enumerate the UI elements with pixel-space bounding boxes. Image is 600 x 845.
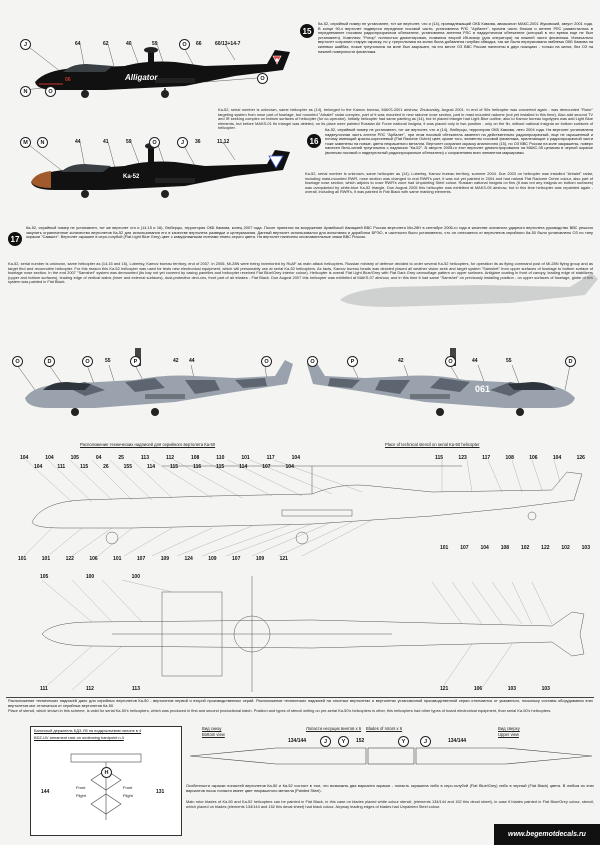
ref-label: 134/144 [288, 738, 307, 744]
helicopter-profile-17-left [5, 320, 295, 430]
ref-label: 108 [500, 545, 510, 551]
ref-label: 134/144 [448, 738, 467, 744]
ref-label: 113 [131, 686, 140, 692]
profile-17-right [300, 320, 595, 430]
profile-15-text-en: Ka-52, serial number is unknown, same helicopter as (14), belonged to the Kamov bureau, MAKS-2001 airshow, Zhukovskiy, August 2001. In end of 90s helicopter was converted again - was demounted "Rotor" targeting system from nose part of fuselage, but mounted "Arbalet" radar complex, part of it was mounted in new radome nose section, part in mast mounted radome (not yet installed in this time). Also add second TV and IR seeking complex on bottom surfaces of helicopter (for co-operator). Initially helicopter had same painting as (14), but tri placed triangle had Light Blue outline, also to Kamov bureau logotypes was add Light Blue elements, but before MAKS-01 fin triangel was deleted, on its place were painted Russian Air Force national insignia, it was placed only in two position - only on the fin, without national insignia on bottom surfaces of helicopter. [218, 107, 593, 131]
ref-label: 25 [118, 455, 124, 461]
marker-n: N [37, 137, 48, 148]
marker-p: P [347, 356, 358, 367]
ref-label: 104 [291, 455, 300, 461]
ref-label: 126 [576, 455, 585, 461]
blade-section [186, 726, 596, 786]
marker-o: O [82, 356, 93, 367]
ref-label: 59 [152, 41, 158, 47]
profile-17-text-ru: Ка-52, серийный номер не установлен, тот же вертолет что и (14,15 и 16), Люберцы, территория ОКБ Камова, конец 2007 года. После принятия на вооружение Армейской Авиацией ВВС России вертолета Ми-28Н в сентябре 2006-го года в качестве основного ударного вертолета руководство ВВС решило закупить ограниченное количество вертолетов Ка-52 для использования его в качестве вертолета разведки и целеуказания. Данный вертолет использовался для испытания и доработки БРЭО, в частности было установлено, что он отличается от вертолетов серийного Ка-50 было установлено ОЗ по типу окраски "Самшит". Вертолет окрашен в серо-голубой (Flat Light Blue Grey) цвет с камуфляжными пятнами темно-серого цвета. На вертолет нанесены опознавательные знаки ВВС России. [26, 225, 593, 240]
ref-label: 60/13+14-7 [215, 41, 241, 47]
ref-label: 101 [41, 556, 51, 562]
ref-label: 108 [190, 455, 200, 461]
ref-label: 110 [216, 455, 225, 461]
ref-label: 105 [70, 455, 79, 461]
profile-number-badge: 16 [307, 134, 321, 148]
ref-label: 117 [266, 455, 275, 461]
ref-label: 100 [85, 574, 95, 580]
bdz-rack-title-ru: Балочный держатель БДЗ-УВ на подкрыльевом пилоне в 4 [34, 728, 142, 733]
ref-label: 107 [136, 556, 146, 562]
ref-label: 103 [581, 545, 590, 551]
stencil-top-refs-2 [34, 464, 294, 470]
marker-y: Y [398, 736, 409, 747]
website-link[interactable]: www.begemotdecals.ru [508, 831, 586, 838]
marker-o: O [307, 356, 318, 367]
ref-label: 101 [113, 556, 122, 562]
blade-note-ru: Особенности окраски лопастей вертолетов Ка-50 и Ка-52 состоит в том, что возможны два варианта окраски - лопасть окрашена либо в серо-голубой (Flat Blue/Grey) либо в черный (Flat Black) цвета. В любом из этих вариантов носок лопасти имеет цвет некрашеного металла (Painted Steel). [186, 783, 594, 793]
ref-label: 111 [40, 686, 48, 692]
ref-label: 101 [18, 556, 27, 562]
ref-label: 44 [472, 358, 478, 364]
ref-label: 62 [103, 41, 109, 47]
ref-label: 121 [279, 556, 288, 562]
ref-label: 44 [189, 358, 195, 364]
ref-label: 115 [80, 464, 89, 470]
ref-label: 11,12 [217, 139, 230, 145]
marker-o: O [149, 137, 160, 148]
ref-label: 115 [170, 464, 179, 470]
profile-number-badge: 17 [8, 232, 22, 246]
ref-label: 103 [541, 686, 550, 692]
ref-label: 42 [173, 358, 179, 364]
chevron-flight-left: Flight [76, 793, 86, 798]
stencil-bottom-refs [18, 556, 288, 562]
ref-label: 101 [440, 545, 449, 551]
ref-label: 155 [123, 464, 132, 470]
ref-label: 104 [34, 464, 43, 470]
ref-label: 114 [239, 464, 248, 470]
ref-label: 104 [45, 455, 54, 461]
ref-label: 116 [193, 464, 202, 470]
upper-view-label-en: Upper view [498, 732, 519, 737]
chevron-flight-right: Flight [123, 793, 133, 798]
ref-label: 109 [160, 556, 170, 562]
marker-o: O [257, 73, 268, 84]
ref-label: 131 [156, 789, 165, 795]
profile-17-left [5, 320, 295, 430]
ref-label: 55 [506, 358, 512, 364]
ref-label: 107 [460, 545, 469, 551]
marker-p: P [130, 356, 141, 367]
ref-label: 59 [126, 139, 132, 145]
stencil-top-refs-right [435, 455, 585, 461]
stencil-footer-ru: Расположение технических надписей дано для серийных вертолетов Ка-50 - вертолетов первой и второй производственных серий. Расположение технических надписей на опытных вертолетах и вертолетах установочной производственной серии отличаются от указанного, поскольку составы оборудования этих вертолетов мог отличаться от серийных вертолетов Ка-50. [8, 698, 593, 708]
blade-drawing [186, 726, 596, 786]
profile-15-text-ru: Ка-52, серийный номер не установлен, тот же вертолет, что и (14), принадлежащий ОКБ Камова, авиасалон МАКС-2001 Жуковский, август 2001 года. В конце 90-х вертолет подвергся переделке носовой части, установлена РЛС "Арбалет", причем часть блоков и антенн РЛС разместилась в переднеминне носовом радиопрозрачном обтекателе, установлена антенна РЛС в надкустичном обтекателе (который в это время еще не был установлен). Комплекс "Ротор" полностью демонтирован, появился второй ИК-визир (для оператора) на нижней части фюзеляжа. Изначально вертолет сохранил старую окраску, но у треугольника на килях была добавлена голубая обводка, так же была перерисована эмблема ОКБ Камова на килевых шайбах, позже треугольник на киле был закрашен, на его месте ОЗ ВВС России нанесены в двух позициях - только на килях, без ОЗ на нижней поверхности фюзеляжа. [318, 21, 593, 54]
ref-label: 107 [262, 464, 271, 470]
marker-d: D [565, 356, 576, 367]
ref-label: 111 [57, 464, 66, 470]
ref-label: 104 [285, 464, 294, 470]
marker-o: O [445, 356, 456, 367]
ref-label: 104 [552, 455, 562, 461]
marker-m: M [20, 137, 31, 148]
ref-label: 112 [85, 686, 94, 692]
profile-16 [5, 118, 300, 210]
stencil-mid-refs [440, 545, 590, 551]
marker-o: O [261, 356, 272, 367]
ref-label: 121 [440, 686, 449, 692]
marker-h: H [101, 767, 112, 778]
profile-17-text-en: Ka-52, serial number is unknown, same helicopter as (14,15 and 16), Lubertsy, Kamov bureau territory, end of 2007. In 2006, Mi-28N were being inventoried by RuAF as main attack helicopters. Russian ministry of defence decided to order several Ka-52 helicopters, for operation its as flying command post of Mi-28N flying group and as target find and reconnoitre helicopter. For this reason this Ka-52 helicopter was used for tests new electronical equipment, which will presumably use at serial Ka-52 helicopters. As facts, Kamov bureau heads was decided placed all weather vision seek and target system "Samshet" from upper surfaces of fuselage to bottom surface of fuselage nose section. In the end 2007 "Samshet" system was demounted (its bay not yet covered by casing panelles and helicopter received Flat Blue/Grey interior colour). Helicopter is overall Flat Light Blue/Grey with Flat Dark Grey camouflage pattern on upper surfaces. Antiglare coating in front of canopy, leading edge of stabilizers (upper and bottom surfaces), leading edge of vertical wains (inner and external surfaces), dust-protective devi-ces, front part of air intakes - Flat Black. Due August 2007 this helicopter was exhibited at MAKS-07 airshow, and in this time it had same "Samshet" on previously installing position - on upper surfaces of fuselage, globe of this system was painted in Flat Black. [8, 261, 593, 285]
ref-label: 42 [398, 358, 404, 364]
ref-label: 105 [40, 574, 49, 580]
ref-label: 106 [89, 556, 98, 562]
ref-label: 106 [529, 455, 538, 461]
marker-j: J [20, 39, 31, 50]
ref-label: 152 [356, 738, 365, 744]
ref-label: 41 [103, 139, 109, 145]
ref-label: 40 [126, 41, 132, 47]
marker-j: J [177, 137, 188, 148]
ref-label: 103 [507, 686, 517, 692]
ref-label: 106 [473, 686, 483, 692]
ref-label: 55 [105, 358, 111, 364]
ref-label: 113 [140, 455, 149, 461]
profile-16-text-ru: Ка-52, серийный номер не установлен, тот же вертолет, что и (14), Люберцы, территория ОКБ Камова, лето 2004 года. На вертолет установлена надвтулочная часть антенн РЛС "Арбалет", при этом носовой обтекатель заменен на действительно радиопрозрачный, еще не окрашенный и потому имеющий красно-коричневый (Flat Radome Ochre) цвет, кроме того, элементы носовой фюзеляжа, прилегающие к радиопрозрачной части тоже заменены на новые, цвета некрашеного металла. Вертолет сохранил окраску аналогично (15), но ОЗ ВВС России на киле закрашены, поверх нанесен бело-синий треугольник с надписью "Ка-52". В августе 2005-го этот вертолет демонстрировался на МАКС-05 целиком в черной окраске (включая носовой и надвтулочный радиопрозрачные обтекатели) с сохранением всех элементов маркировки. [325, 127, 593, 155]
marker-d: D [44, 356, 55, 367]
side-code-text: 061 [475, 384, 491, 394]
bottom-view-label: Вид снизу [202, 726, 222, 731]
ref-label: 115 [435, 455, 444, 461]
ref-label: 114 [146, 464, 156, 470]
stencil-footer-en: Place of stencil, which shown in this scheme, is valid for serial Ka-50's helicopters, which was produced in first and second productional batch. Position and types of stencil writing on pre-serial Ka-50's helicopters is other, this helicopters had other types of board electronical equipment, than serial Ka-50's helicopters. [8, 708, 552, 713]
ref-label: 112 [165, 455, 175, 461]
bdz-rack-title-en: BDZ-UV armament rack on underwing hardpoint n.4 [34, 734, 124, 740]
profile-16-text-en: Ka-52, serial number is unknown, same helicopter as (14), Lubertsy, Kamov bureau territory, summer 2004. Due 2003 on helicopter was installed "Arbalet" radar, including mast-mounted RWR, nose section was changed to real RWR's part, it was not yet painted in 2004 and had natural Flat Radome Ochre colour, also part of fuselage nose section, which adjoins to nose RWR's zone had Unpainting Steel colour. Russian national insignia on fins (it was not any insignia on bottom surfaces) was overpainted by white-blue Ka-52 triangle. Due August 2005 this helicopter was exhibited at MAKS-05 airshow, but in this time helicopter was repainted again - overall, including all RWR's, it was painted in Flat Black with same marking elements. [305, 171, 593, 195]
ref-label: 115 [216, 464, 225, 470]
marker-o: O [45, 86, 56, 97]
ref-label: 102 [561, 545, 570, 551]
helicopter-ghost-profile [330, 265, 600, 315]
bottom-view-label-en: Bottom view [202, 732, 225, 737]
ref-label: 26 [103, 464, 109, 470]
ref-label: 04 [95, 455, 102, 461]
stencil-caption-ru: Расположение технических надписей для серийного вертолета Ка-50 [80, 442, 216, 447]
ref-label: 36 [195, 139, 201, 145]
plan-refs-bottom [40, 686, 140, 692]
ref-label: 109 [255, 556, 265, 562]
plan-refs-right [440, 686, 550, 692]
website-banner[interactable] [494, 824, 600, 845]
ref-label: 44 [75, 139, 81, 145]
ref-label: 144 [41, 789, 50, 795]
blade-note-en: Main rotor blades of Ka-50 and Ka-52 helicopters can be painted in Flat Black, in this case on blades placed white colour stencil; (elements 134/144 and 152 this decal sheet), in case if blades painted in Flat Blue/Grey colour, stencil, which placed on blades (elements 134/144 and 152 this decal sheet) had black colour. Anyway leading edges of blades had Unpainted Steel colour. [186, 799, 594, 809]
alligator-nose-art: Alligator [125, 73, 158, 82]
ref-label: 104 [480, 545, 489, 551]
ref-label: 122 [65, 556, 74, 562]
profile-15 [5, 20, 305, 108]
ref-label: 100 [131, 574, 140, 580]
svg-text:Ka-52: Ka-52 [123, 174, 140, 180]
upper-view-label: Вид сверху [498, 726, 520, 731]
stencil-plan-view [12, 572, 592, 697]
helicopter-profile-17-right [300, 320, 595, 430]
blade-title-en: Blades of rotors x 6 [366, 726, 403, 731]
stencil-caption-en: Place of technical stencil on serial Ka-50 helicopter [385, 442, 480, 447]
marker-j: J [320, 736, 331, 747]
marker-j: J [420, 736, 431, 747]
marker-o: O [179, 39, 190, 50]
stencil-top-refs [20, 455, 300, 461]
bdz-rack-drawing [31, 740, 181, 826]
side-code: 06 [65, 77, 71, 83]
ref-label: 124 [184, 556, 193, 562]
marker-y: Y [338, 736, 349, 747]
ref-label: 107 [232, 556, 241, 562]
ref-label: 101 [241, 455, 250, 461]
chevron-front-right: Front [123, 785, 133, 790]
ref-label: 123 [458, 455, 467, 461]
ref-label: 122 [541, 545, 550, 551]
profile-number-badge: 15 [300, 24, 314, 38]
ref-label: 109 [208, 556, 217, 562]
chevron-front-left: Front [76, 785, 86, 790]
marker-n: N [20, 86, 31, 97]
marker-o: O [12, 356, 23, 367]
blade-title: Лопасти несущих винтов х 6 [306, 726, 362, 731]
ref-label: 102 [520, 545, 530, 551]
ref-label: 66 [196, 41, 202, 47]
helicopter-profile-16 [5, 118, 300, 210]
plan-refs-top [40, 574, 140, 580]
ref-label: 104 [20, 455, 29, 461]
ref-label: 108 [505, 455, 514, 461]
ref-label: 64 [75, 41, 81, 47]
bdz-rack-panel [30, 726, 182, 836]
ref-label: 117 [482, 455, 491, 461]
